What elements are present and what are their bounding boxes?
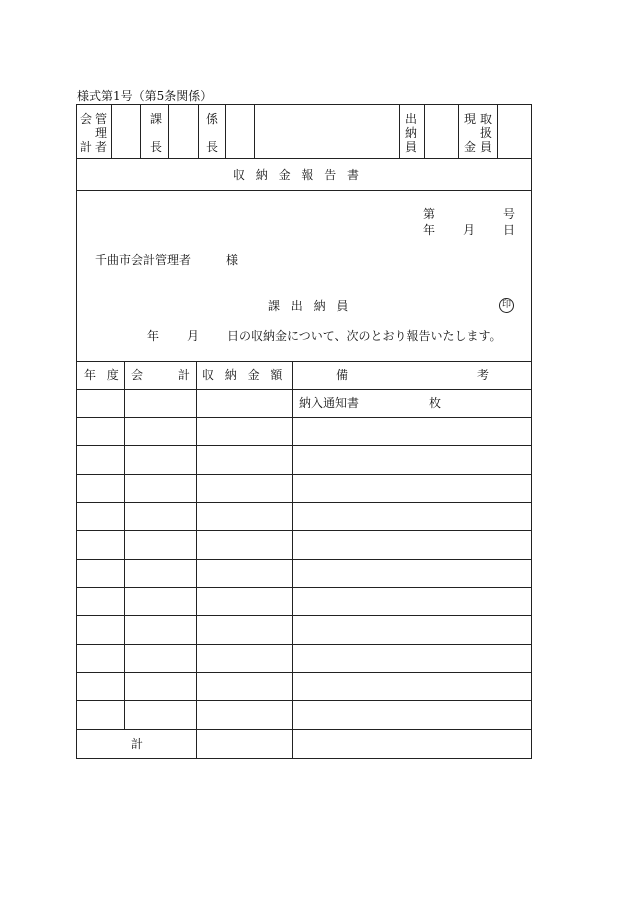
body-section-bottom-line: [77, 361, 531, 362]
total-label: 計: [131, 737, 144, 751]
approval-divider: [198, 105, 199, 158]
approval-divider: [254, 105, 255, 158]
table-row-line: [77, 474, 531, 475]
total-row-top-line: [77, 729, 531, 730]
addressee-honorific: 様: [226, 253, 239, 267]
header-remarks: 考: [477, 368, 490, 382]
approval-label-genkin: 金: [464, 140, 477, 154]
approval-label-kaikei: 管: [95, 112, 108, 126]
form-number-label: 様式第1号（第5条関係）: [77, 89, 213, 103]
approval-label-suitoin: 出: [405, 112, 418, 126]
doc-number-prefix: 第: [423, 207, 436, 221]
approval-label-genkin: 現: [464, 112, 477, 126]
table-row-line: [77, 502, 531, 503]
table-row-line: [77, 672, 531, 673]
header-remarks: 備: [336, 368, 349, 382]
approval-label-suitoin: 員: [405, 140, 418, 154]
approval-label-kaikei: 者: [95, 140, 108, 154]
approval-label-kaikei: 会: [80, 112, 93, 126]
doc-date-month: 月: [463, 223, 476, 237]
doc-date-year: 年: [423, 223, 436, 237]
approval-divider: [111, 105, 112, 158]
table-column-line: [292, 361, 293, 758]
approval-label-genkin: 取: [480, 112, 493, 126]
period-sentence: 日の収納金について、次のとおり報告いたします。: [227, 329, 502, 343]
remark-notice-label: 納入通知書: [299, 396, 360, 410]
period-month: 月: [187, 329, 200, 343]
header-account: 計: [178, 368, 191, 382]
table-column-line: [196, 361, 197, 758]
table-row-line: [77, 615, 531, 616]
approval-label-kaikei: 理: [95, 126, 108, 140]
approval-divider: [424, 105, 425, 158]
receiver-label: 課出納員: [268, 299, 360, 313]
approval-label-kaikei: 計: [80, 140, 93, 154]
table-row-line: [77, 417, 531, 418]
approval-divider: [497, 105, 498, 158]
table-row-line: [77, 587, 531, 588]
table-row-line: [77, 530, 531, 531]
approval-divider: [140, 105, 141, 158]
doc-number-suffix: 号: [503, 207, 516, 221]
table-row-line: [77, 700, 531, 701]
form-title: 収納金報告書: [233, 168, 370, 182]
header-account: 会: [131, 368, 144, 382]
approval-divider: [399, 105, 400, 158]
approval-label-kacho: 長: [150, 140, 163, 154]
title-row-bottom-line: [77, 190, 531, 191]
addressee: 千曲市会計管理者: [95, 253, 192, 267]
approval-label-kakaricho: 長: [206, 140, 219, 154]
header-fiscal-year: 年度: [84, 368, 130, 382]
approval-divider: [225, 105, 226, 158]
approval-divider: [168, 105, 169, 158]
doc-date-day: 日: [503, 223, 516, 237]
approval-label-suitoin: 納: [405, 126, 418, 140]
seal-mark-icon: 印: [499, 298, 514, 313]
table-row-line: [77, 559, 531, 560]
approval-label-kacho: 課: [150, 112, 163, 126]
period-year: 年: [147, 329, 160, 343]
table-column-line: [124, 361, 125, 729]
approval-row-bottom-line: [77, 158, 531, 159]
approval-divider: [458, 105, 459, 158]
header-received-amount: 収納金額: [202, 368, 294, 382]
table-row-line: [77, 644, 531, 645]
approval-label-kakaricho: 係: [206, 112, 219, 126]
remark-notice-unit: 枚: [429, 396, 442, 410]
approval-label-genkin: 員: [480, 140, 493, 154]
approval-label-genkin: 扱: [480, 126, 493, 140]
table-header-bottom-line: [77, 389, 531, 390]
report-form-frame: [76, 104, 532, 759]
table-row-line: [77, 445, 531, 446]
